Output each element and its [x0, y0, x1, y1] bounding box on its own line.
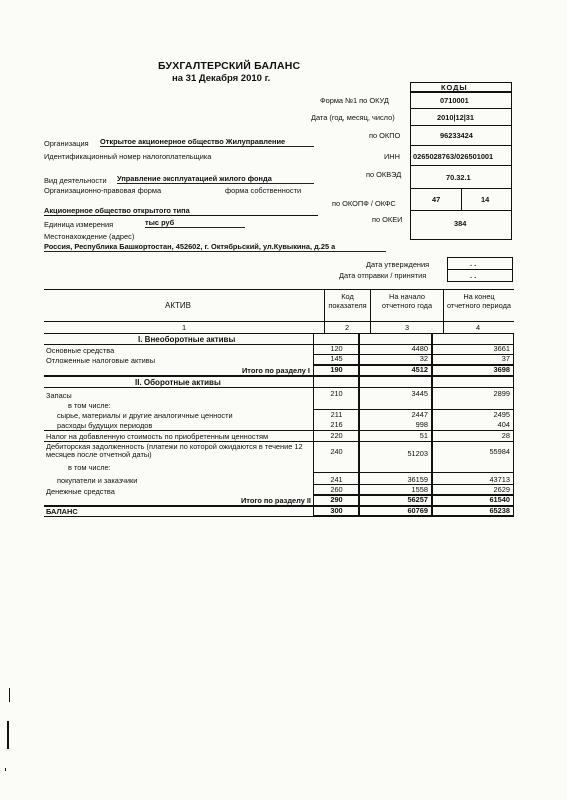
okved-label: по ОКВЭД [366, 170, 402, 179]
address-label: Местонахождение (адрес) [44, 232, 135, 241]
header-end: На конец отчетного периода [446, 292, 512, 310]
approval-date-value: . . [470, 259, 477, 268]
sent-date-value: . . [470, 271, 477, 280]
scan-mark [5, 768, 6, 771]
okud-label: Форма №1 по ОКУД [320, 96, 389, 105]
unit-value: тыс руб [145, 218, 245, 228]
okei-value: 384 [454, 219, 467, 228]
okpo-value: 96233424 [440, 131, 473, 140]
codes-header-cell [410, 82, 512, 92]
inn-value: 0265028763/026501001 [413, 152, 494, 161]
scan-mark [7, 721, 9, 749]
okud-value: 0710001 [440, 96, 469, 105]
section-2-title: II. Оборотные активы [135, 378, 221, 387]
unit-label: Единица измерения [44, 220, 114, 229]
codes-header: КОДЫ [441, 83, 468, 92]
document-title: БУХГАЛТЕРСКИЙ БАЛАНС [158, 60, 301, 72]
inn-code-label: ИНН [384, 152, 400, 161]
activity-value: Управление эксплуатацией жилого фонда [117, 174, 314, 184]
date-label: Дата (год, месяц, число) [311, 113, 395, 122]
ownership-label: форма собственности [225, 186, 302, 195]
org-label: Организация [44, 139, 89, 148]
section-1-title: I. Внеоборотные активы [138, 335, 236, 344]
address-value: Россия, Республика Башкортостан, 452602, г. Октябрьский, ул.Кувыкина, д.25 а [44, 242, 386, 252]
org-name: Открытое акционерное общество Жилуправление [100, 137, 314, 147]
scan-mark [9, 688, 10, 702]
sent-date-label: Дата отправки / принятия [339, 271, 427, 280]
col-num-3: 3 [405, 323, 410, 332]
legal-form-label: Организационно-правовая форма [44, 186, 162, 195]
header-code: Код показателя [328, 292, 367, 310]
legal-form-value: Акционерное общество открытого типа [44, 206, 190, 215]
okved-value: 70.32.1 [446, 173, 471, 182]
header-start: На начало отчетного года [381, 292, 433, 310]
col-num-2: 2 [345, 323, 350, 332]
okei-label: по ОКЕИ [372, 215, 403, 224]
col-num-1: 1 [182, 323, 187, 332]
header-aktiv: АКТИВ [165, 301, 191, 310]
col-num-4: 4 [476, 323, 481, 332]
okopf-label: по ОКОПФ / ОКФС [332, 199, 396, 208]
okopf-value: 47 [432, 195, 441, 204]
okfs-value: 14 [481, 195, 490, 204]
approval-date-label: Дата утверждения [366, 260, 430, 269]
inn-label: Идентификационный номер налогоплательщика [44, 152, 212, 161]
document-date: на 31 Декабря 2010 г. [172, 73, 271, 84]
date-value: 2010|12|31 [437, 113, 475, 122]
activity-label: Вид деятельности [44, 176, 107, 185]
okpo-label: по ОКПО [369, 131, 401, 140]
